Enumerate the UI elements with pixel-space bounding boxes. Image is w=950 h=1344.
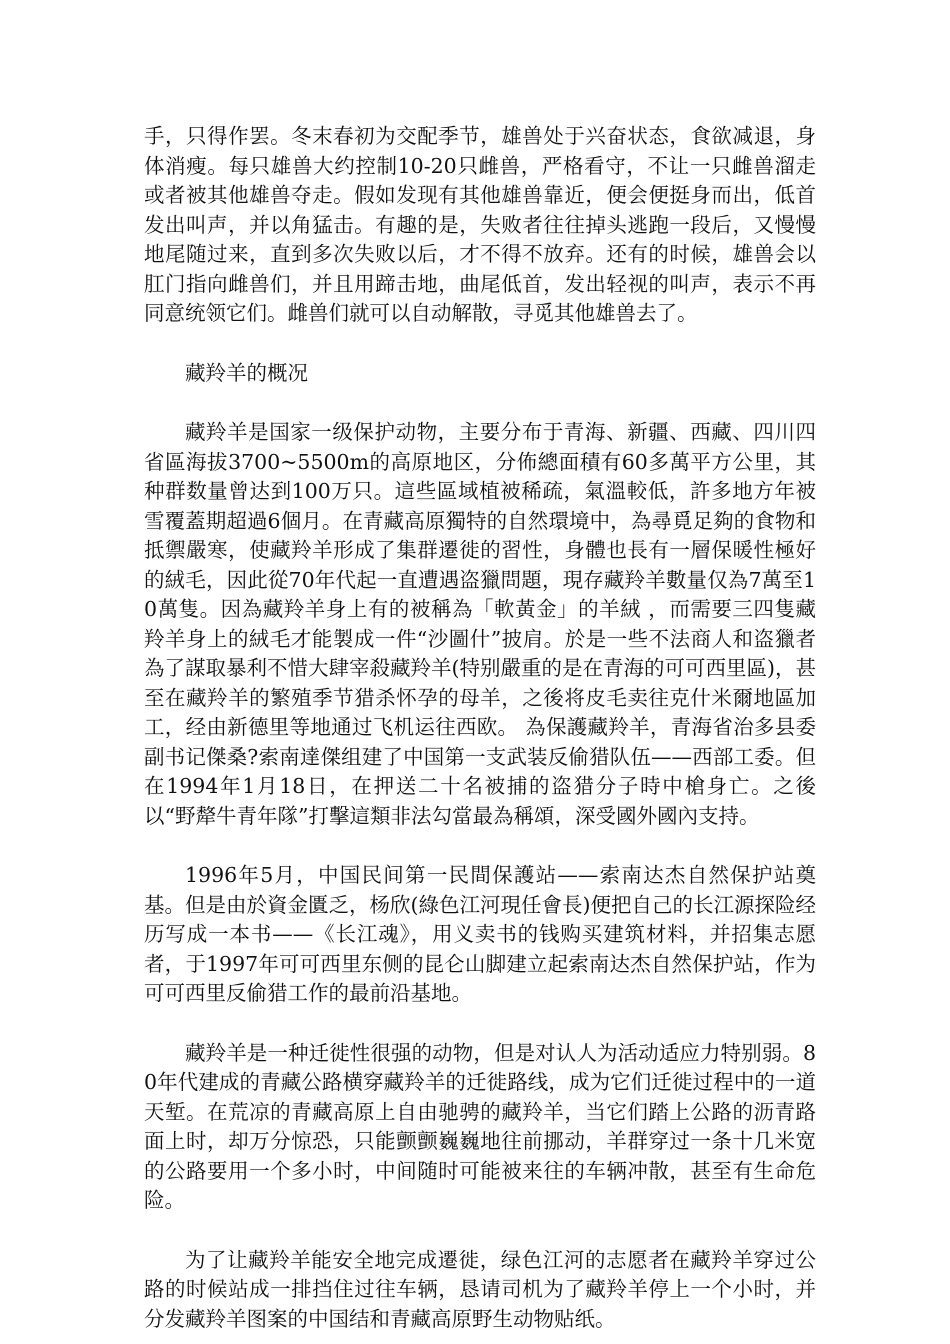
section-heading: 藏羚羊的概况 <box>185 360 308 385</box>
paragraph-continuation: 手，只得作罢。冬末春初为交配季节，雄兽处于兴奋状态，食欲减退，身体消瘦。每只雄兽大约控制10-20只雌兽，严格看守，不让一只雌兽溜走或者被其他雄兽夺走。假如发现有其他雄兽靠近，便会便挺身而出，低首发出叫声，并以角猛击。有趣的是，失败者往往掉头逃跑一段后，又慢慢地尾随过来，直到多次失败以后，才不得不放弃。还有的时候，雄兽会以肛门指向雌兽们，并且用蹄击地，曲尾低首，发出轻视的叫声，表示不再同意统领它们。雌兽们就可以自动解散，寻觅其他雄兽去了。 <box>144 124 816 325</box>
paragraph-migration: 藏羚羊是一种迁徙性很强的动物，但是对认人为活动适应力特别弱。80年代建成的青藏公路横穿藏羚羊的迁徙路线，成为它们迁徙过程中的一道天堑。在荒凉的青藏高原上自由驰骋的藏羚羊，当它们踏上公路的沥青路面上时，却万分惊恐，只能颤颤巍巍地往前挪动，羊群穿过一条十几米宽的公路要用一个多小时，中间随时可能被来往的车辆冲散，甚至有生命危险。 <box>144 1040 816 1212</box>
document-page <box>144 122 816 1334</box>
paragraph-overview: 藏羚羊是国家一级保护动物，主要分布于青海、新疆、西藏、四川四省區海拔3700~5500m的高原地区，分佈總面積有60多萬平方公里，其种群数量曾达到100万只。這些區域植被稀疏，氣溫較低，許多地方年被雪覆蓋期超過6個月。在青藏高原獨特的自然環境中，為尋覓足夠的食物和抵禦嚴寒，使藏羚羊形成了集群遷徙的習性，身體也長有一層保暖性極好的絨毛，因此從70年代起一直遭遇盗獵問題，現存藏羚羊數量仅為7萬至10萬隻。因為藏羚羊身上有的被稱為「軟黃金」的羊絨 ，而需要三四隻藏羚羊身上的絨毛才能製成一件“沙圖什”披肩。於是一些不法商人和盗獵者為了謀取暴利不惜大肆宰殺藏羚羊(特别嚴重的是在青海的可可西里區)，甚至在藏羚羊的繁殖季节猎杀怀孕的母羊，之後将皮毛卖往克什米爾地區加工，经由新德里等地通过飞机运往西欧。 為保護藏羚羊，青海省治多县委副书记傑桑?索南達傑组建了中国第一支武装反偷猎队伍——西部工委。但在1994年1月18日，在押送二十名被捕的盗猎分子時中槍身亡。之後以“野犛牛青年隊”打擊這類非法勾當最為稱頌，深受國外國內支持。 <box>144 420 816 828</box>
paragraph-protection-station: 1996年5月，中国民间第一民間保護站——索南达杰自然保护站奠基。但是由於資金匱乏，杨欣(綠色江河現任會長)便把自己的长江源探险经历写成一本书——《长江魂》，用义卖书的钱购买建筑材料，并招集志愿者，于1997年可可西里东侧的昆仑山脚建立起索南达杰自然保护站，作为可可西里反偷猎工作的最前沿基地。 <box>144 863 816 1005</box>
paragraph-volunteers: 为了让藏羚羊能安全地完成遷徙，绿色江河的志愿者在藏羚羊穿过公路的时候站成一排挡住过往车辆，恳请司机为了藏羚羊停上一个小时，并分发藏羚羊图案的中国结和青藏高原野生动物贴纸。 <box>144 1247 816 1331</box>
